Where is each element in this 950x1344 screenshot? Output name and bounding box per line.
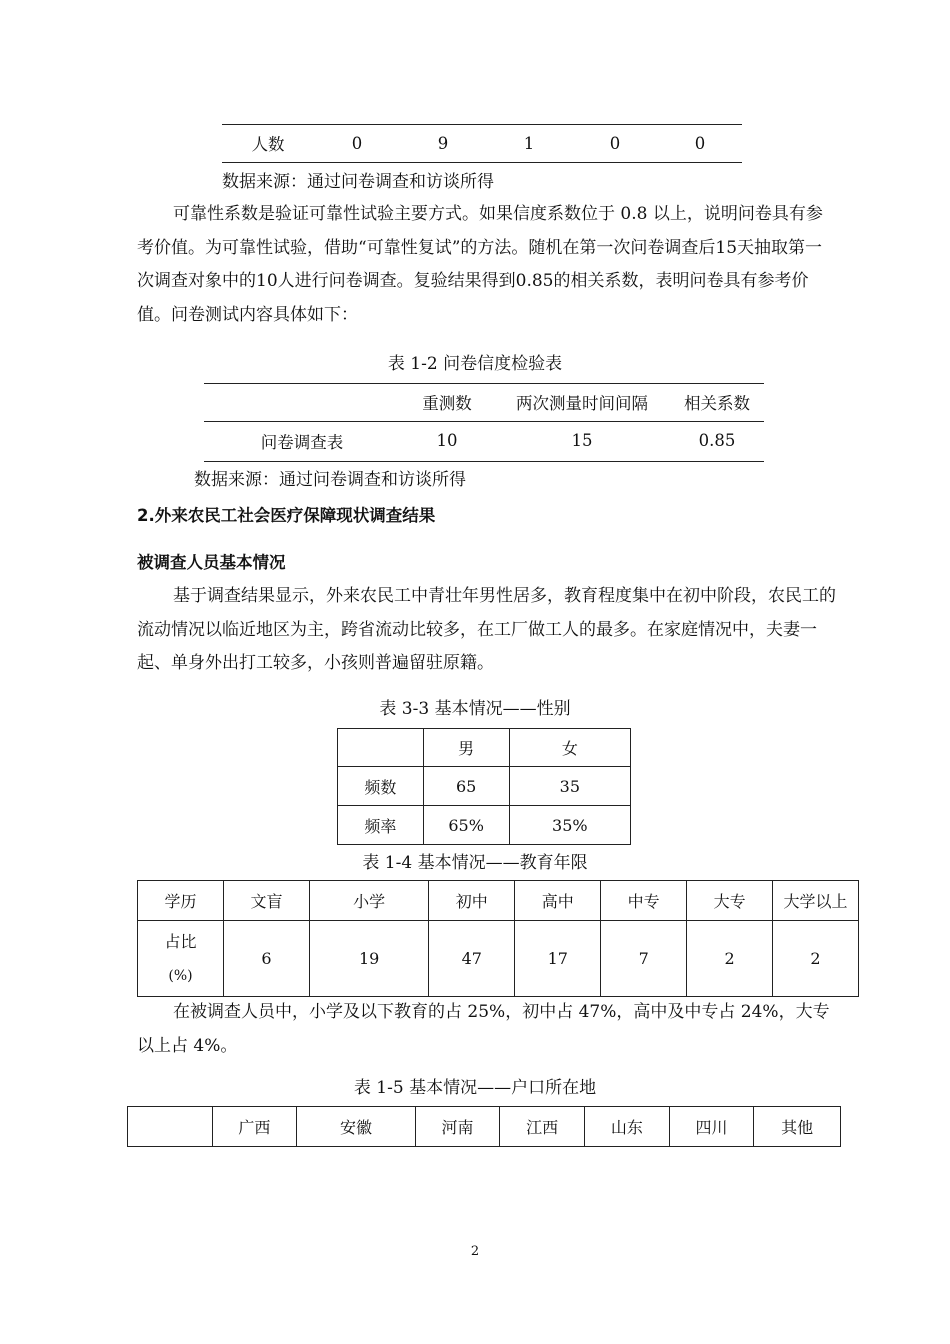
header-cell: 安徽 [297, 1107, 415, 1147]
header-cell: 初中 [429, 881, 515, 921]
cell: 2 [687, 921, 773, 997]
header-cell: 文盲 [224, 881, 310, 921]
cell: 17 [515, 921, 601, 997]
cell: 0 [351, 133, 363, 153]
sub-heading: 被调查人员基本情况 [137, 553, 286, 572]
header-cell: 中专 [601, 881, 687, 921]
cell: 65% [423, 806, 509, 845]
header-cell [204, 383, 400, 421]
cell: 15 [571, 431, 593, 451]
table1-bottom-rule [222, 162, 742, 163]
header-cell: 两次测量时间间隔 [516, 393, 648, 413]
cell: 2 [773, 921, 859, 997]
table-row [138, 921, 859, 997]
table-row [204, 421, 764, 460]
paragraph-reliability [137, 198, 837, 332]
table1-source: 数据来源：通过问卷调查和访谈所得 [222, 172, 494, 192]
cell: 19 [309, 921, 428, 997]
paragraph-text: 可靠性系数是验证可靠性试验主要方式。如果信度系数位于 0.8 以上，说明问卷具有参考价值。为可靠性试验，借助“可靠性复试”的方法。随机在第一次问卷调查后15天抽取第一次调查对象中的10人进行问卷调查。复验结果得到0.85的相关系数，表明问卷具有参考价值。问卷测试内容具体如下： [137, 204, 823, 325]
table2-caption: 表 1-2 问卷信度检验表 [387, 354, 563, 374]
cell: 35% [509, 806, 630, 845]
cell: 0 [694, 133, 706, 153]
table2-source: 数据来源：通过问卷调查和访谈所得 [194, 470, 466, 490]
page-number: 2 [470, 1244, 480, 1259]
row-label-line1: 占比 [164, 931, 197, 951]
header-cell [338, 729, 424, 767]
cell: 0.85 [698, 431, 736, 451]
header-cell: 学历 [138, 881, 224, 921]
header-cell [128, 1107, 213, 1147]
row-label: 频数 [338, 767, 424, 806]
table-header-row [204, 383, 764, 421]
table3-caption: 表 3-3 基本情况——性别 [379, 699, 571, 719]
header-cell: 广西 [212, 1107, 297, 1147]
cell: 35 [509, 767, 630, 806]
table-header-row [128, 1107, 841, 1147]
cell: 65 [423, 767, 509, 806]
cell: 10 [436, 431, 458, 451]
paragraph-text: 在被调查人员中，小学及以下教育的占 25%，初中占 47%，高中及中专占 24%，大专以上占 4%。 [137, 1002, 830, 1056]
row-label: 频率 [338, 806, 424, 845]
row-label [138, 921, 224, 997]
table-row [222, 124, 742, 162]
header-cell: 男 [423, 729, 509, 767]
header-cell: 小学 [309, 881, 428, 921]
cell: 9 [437, 133, 449, 153]
header-cell: 重测数 [422, 393, 472, 413]
paragraph-basic-info [137, 580, 837, 681]
table1-tail [222, 124, 742, 162]
paragraph-text: 基于调查结果显示，外来农民工中青壮年男性居多，教育程度集中在初中阶段，农民工的流动情况以临近地区为主，跨省流动比较多，在工厂做工人的最多。在家庭情况中，夫妻一起、单身外出打工较多，小孩则普遍留驻原籍。 [137, 586, 836, 673]
header-cell: 山东 [585, 1107, 670, 1147]
cell: 47 [429, 921, 515, 997]
cell: 0 [609, 133, 621, 153]
cell: 1 [523, 133, 535, 153]
table2-bottom-rule [204, 461, 764, 462]
header-cell: 相关系数 [684, 393, 750, 413]
header-cell: 河南 [415, 1107, 500, 1147]
row-label: 人数 [251, 135, 285, 154]
header-cell: 四川 [669, 1107, 754, 1147]
table4-caption: 表 1-4 基本情况——教育年限 [362, 853, 588, 873]
header-cell: 女 [509, 729, 630, 767]
cell: 问卷调查表 [260, 432, 344, 452]
cell: 6 [224, 921, 310, 997]
table5-caption: 表 1-5 基本情况——户口所在地 [353, 1078, 597, 1098]
table-row [338, 806, 631, 845]
header-cell: 大学以上 [773, 881, 859, 921]
header-cell: 其他 [754, 1107, 841, 1147]
section-heading: 2.外来农民工社会医疗保障现状调查结果 [137, 506, 436, 525]
table4-education [137, 880, 859, 997]
table-header-row [138, 881, 859, 921]
header-cell: 高中 [515, 881, 601, 921]
paragraph-education [137, 996, 837, 1063]
table5-residence [127, 1106, 841, 1147]
header-cell: 江西 [500, 1107, 585, 1147]
table3-gender [337, 728, 631, 845]
header-cell: 大专 [687, 881, 773, 921]
table-row [338, 767, 631, 806]
row-label-line2: (%) [168, 967, 193, 984]
table-header-row [338, 729, 631, 767]
cell: 7 [601, 921, 687, 997]
table2 [204, 383, 764, 460]
